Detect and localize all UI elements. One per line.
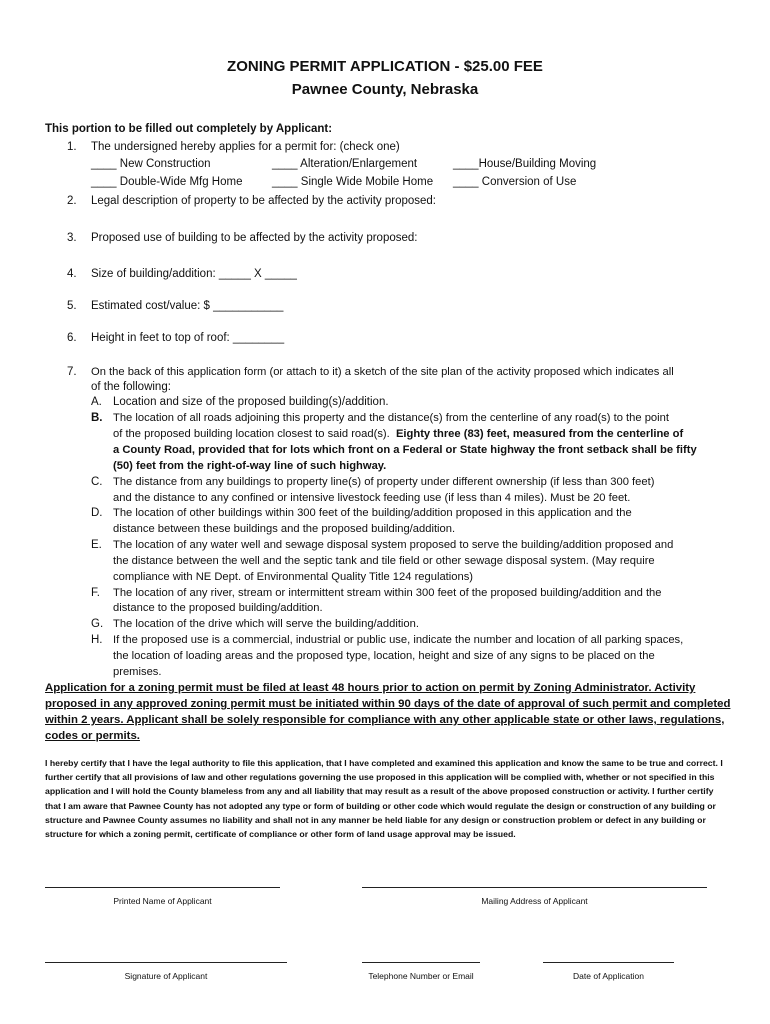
sub-h-line2: the location of loading areas and the proposed type, location, height and size of any signs to be placed on the — [113, 650, 655, 662]
sub-f-line1: The location of any river, stream or intermittent stream within 300 feet of the proposed building/addition and the — [113, 587, 662, 599]
date-line[interactable] — [543, 962, 674, 963]
item-4-size-field[interactable]: Size of building/addition: _____ X _____ — [91, 268, 297, 280]
form-title: ZONING PERMIT APPLICATION - $25.00 FEE — [227, 58, 543, 75]
sub-c-line1: The distance from any buildings to property line(s) of property under different ownership (if less than 300 feet) — [113, 476, 655, 488]
sub-e-line2: the distance between the well and the septic tank and tile field or other sewage disposal system. (May require — [113, 555, 655, 567]
sub-label-b: B. — [91, 412, 103, 424]
sub-c-line2: and the distance to any confined or intensive livestock feeding use (if less than 4 miles). Must be 20 feet. — [113, 492, 631, 504]
option-single-wide[interactable]: ____ Single Wide Mobile Home — [272, 176, 434, 188]
item-1-text: The undersigned hereby applies for a permit for: (check one) — [91, 141, 400, 153]
sub-label-g: G. — [91, 618, 104, 630]
item-number-4: 4. — [67, 268, 77, 280]
sub-b-line1: The location of all roads adjoining this property and the distance(s) from the centerline of any road(s) to the point — [113, 412, 669, 424]
sub-label-d: D. — [91, 507, 103, 519]
option-alteration[interactable]: ____ Alteration/Enlargement — [272, 158, 418, 170]
sub-label-c: C. — [91, 476, 103, 488]
date-label: Date of Application — [573, 971, 644, 981]
option-double-wide[interactable]: ____ Double-Wide Mfg Home — [91, 176, 243, 188]
sub-b-line2 — [113, 426, 683, 442]
sub-b-line4: (50) feet from the right-of-way line of such highway. — [113, 460, 387, 472]
intro-heading: This portion to be filled out completely by Applicant: — [45, 123, 333, 135]
option-new-construction[interactable]: ____ New Construction — [91, 158, 211, 170]
sub-e-line3: compliance with NE Dept. of Environmental Quality Title 124 regulations) — [113, 571, 474, 583]
sub-d-line1: The location of other buildings within 300 feet of the building/addition proposed in this application and the — [113, 507, 632, 519]
sub-b-line3: a County Road, provided that for lots which front on a Federal or State highway the front setback shall be fifty — [113, 444, 697, 456]
item-7-text-line1: On the back of this application form (or attach to it) a sketch of the site plan of the activity proposed which indicates all — [91, 366, 674, 378]
telephone-line[interactable] — [362, 962, 480, 963]
sub-d-line2: distance between these buildings and the proposed building/addition. — [113, 523, 456, 535]
item-3-text: Proposed use of building to be affected by the activity proposed: — [91, 232, 418, 244]
sub-f-line2: distance to the proposed building/addition. — [113, 602, 323, 614]
signature-label: Signature of Applicant — [124, 971, 208, 981]
sub-b-line2-bold: Eighty three (83) feet, measured from the centerline of — [395, 428, 684, 440]
sub-label-a: A. — [91, 396, 102, 408]
item-number-7: 7. — [67, 366, 77, 378]
item-5-cost-field[interactable]: Estimated cost/value: $ ___________ — [91, 300, 284, 312]
item-7-text-line2: of the following: — [91, 381, 171, 393]
printed-name-line[interactable] — [45, 887, 280, 888]
sub-h-line1: If the proposed use is a commercial, industrial or public use, indicate the number and location of all parking spaces, — [113, 634, 684, 646]
printed-name-label: Printed Name of Applicant — [113, 896, 212, 906]
sub-e-line1: The location of any water well and sewage disposal system proposed to serve the building/addition proposed and — [113, 539, 674, 551]
item-number-1: 1. — [67, 141, 77, 153]
item-number-6: 6. — [67, 332, 77, 344]
sub-label-e: E. — [91, 539, 102, 551]
sub-g-line1: The location of the drive which will serve the building/addition. — [113, 618, 419, 630]
signature-line[interactable] — [45, 962, 287, 963]
filing-notice: Application for a zoning permit must be filed at least 48 hours prior to action on permit by Zoning Administrator. Activity proposed in any approved zoning permit must be initiated within 90 days of the date of approval of such permit and completed within 2 years. Applicant shall be solely responsible for compliance with any other applicable state or other laws, regulations, codes or permits. — [45, 682, 731, 742]
option-conversion[interactable]: ____ Conversion of Use — [453, 176, 577, 188]
form-subtitle: Pawnee County, Nebraska — [291, 81, 479, 98]
item-number-3: 3. — [67, 232, 77, 244]
certification-statement: I hereby certify that I have the legal authority to file this application, that I have completed and examined this application and know the same to be true and correct. I further certify that all provisions of law and other regulations governing the use proposed in this application will be complied with, whether or not specified in this application and I will hold the County blameless from any and all liability that may result as a result of the above proposed construction or activity. I further certify that I am aware that Pawnee County has not adopted any type or form of building or other code which would regulate the design or construction of any building or structure and Pawnee County assumes no liability and shall not in any manner be held liable for any design or construction problem or defect in any building or structure for which a zoning permit, certificate of compliance or other form of land usage approval may be issued. — [45, 758, 723, 840]
sub-b-line2-plain: of the proposed building location closest to said road(s). — [113, 428, 390, 440]
item-2-text: Legal description of property to be affected by the activity proposed: — [91, 195, 436, 207]
item-number-2: 2. — [67, 195, 77, 207]
item-number-5: 5. — [67, 300, 77, 312]
sub-label-f: F. — [91, 587, 100, 599]
mailing-address-line[interactable] — [362, 887, 707, 888]
mailing-address-label: Mailing Address of Applicant — [481, 896, 588, 906]
sub-label-h: H. — [91, 634, 103, 646]
sub-h-line3: premises. — [113, 666, 162, 678]
item-6-height-field[interactable]: Height in feet to top of roof: ________ — [91, 332, 285, 344]
sub-a-text: Location and size of the proposed building(s)/addition. — [113, 396, 389, 408]
telephone-label: Telephone Number or Email — [368, 971, 474, 981]
option-house-moving[interactable]: ____House/Building Moving — [453, 158, 597, 170]
